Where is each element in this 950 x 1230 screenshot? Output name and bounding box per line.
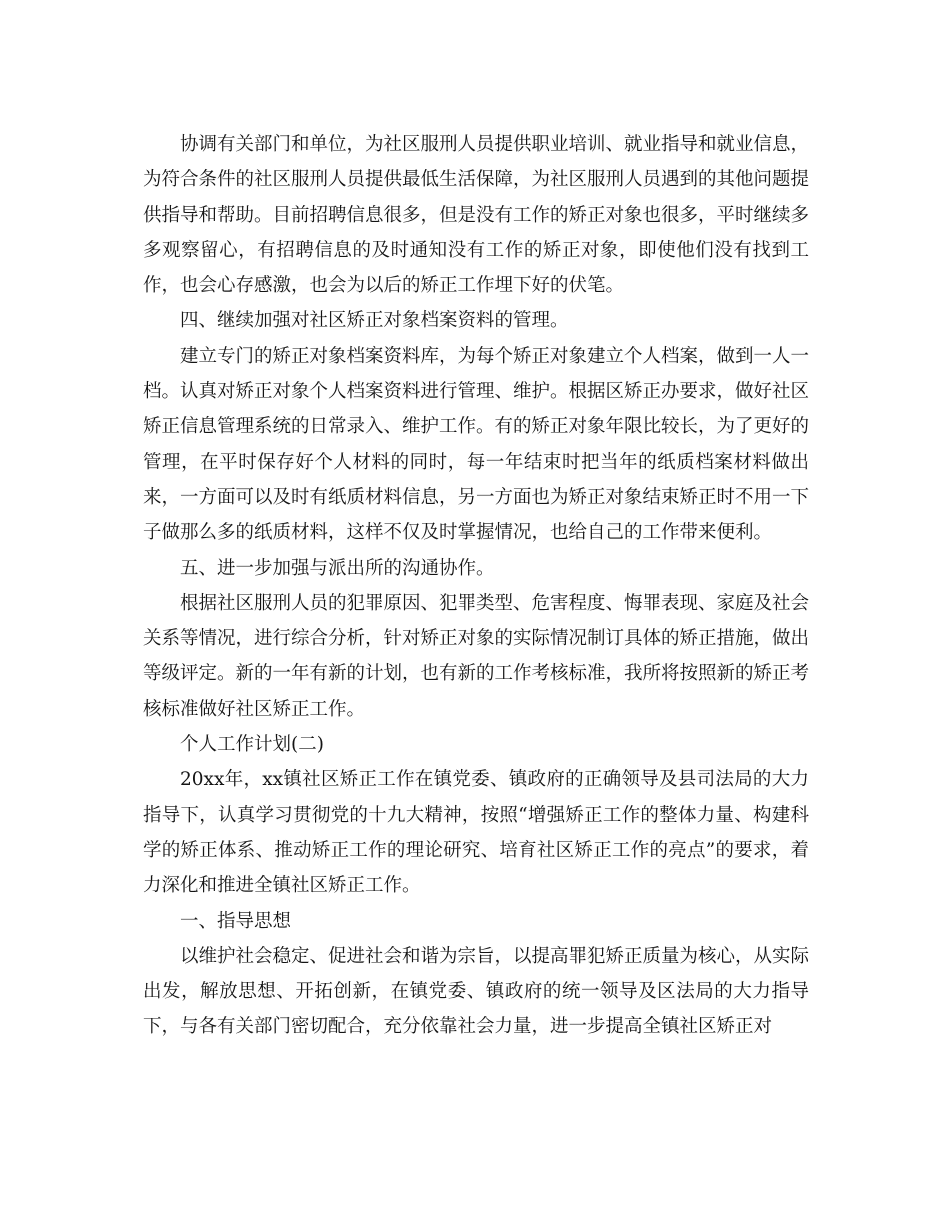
paragraph-police-cooperation: 根据社区服刑人员的犯罪原因、犯罪类型、危害程度、悔罪表现、家庭及社会关系等情况，进行综合分析，针对矫正对象的实际情况制订具体的矫正措施，做出等级评定。新的一年有新的计划，也有新的工作考核标准，我所将按照新的矫正考核标准做好社区矫正工作。 <box>143 592 810 720</box>
section-title-work-plan-2: 个人工作计划(二) <box>180 734 324 756</box>
paragraph-plan-intro: 20xx年，xx镇社区矫正工作在镇党委、镇政府的正确领导及县司法局的大力指导下，认真学习贯彻党的十九大精神，按照“增强矫正工作的整体力量、构建科学的矫正体系、推动矫正工作的理论研究、培育社区矫正工作的亮点”的要求，着力深化和推进全镇社区矫正工作。 <box>143 769 809 897</box>
paragraph-guiding-ideology: 以维护社会稳定、促进社会和谐为宗旨，以提高罪犯矫正质量为核心，从实际出发，解放思想、开拓创新，在镇党委、镇政府的统一领导及区法局的大力指导下，与各有关部门密切配合，充分依靠社会力量，进一步提高全镇社区矫正对 <box>143 945 810 1038</box>
heading-police-cooperation: 五、进一步加强与派出所的沟通协作。 <box>180 557 495 579</box>
document-body <box>143 127 809 1045</box>
heading-archive-management: 四、继续加强对社区矫正对象档案资料的管理。 <box>180 310 569 332</box>
heading-guiding-ideology: 一、指导思想 <box>180 910 292 932</box>
paragraph-archive-management: 建立专门的矫正对象档案资料库，为每个矫正对象建立个人档案，做到一人一档。认真对矫正对象个人档案资料进行管理、维护。根据区矫正办要求，做好社区矫正信息管理系统的日常录入、维护工作。有的矫正对象年限比较长，为了更好的管理，在平时保存好个人材料的同时，每一年结束时把当年的纸质档案材料做出来，一方面可以及时有纸质材料信息，另一方面也为矫正对象结束矫正时不用一下子做那么多的纸质材料，这样不仅及时掌握情况，也给自己的工作带来便利。 <box>143 345 810 544</box>
paragraph-job-assistance: 协调有关部门和单位，为社区服刑人员提供职业培训、就业指导和就业信息，为符合条件的社区服刑人员提供最低生活保障，为社区服刑人员遇到的其他问题提供指导和帮助。目前招聘信息很多，但是没有工作的矫正对象也很多，平时继续多多观察留心，有招聘信息的及时通知没有工作的矫正对象，即使他们没有找到工作，也会心存感激，也会为以后的矫正工作埋下好的伏笔。 <box>143 134 810 297</box>
